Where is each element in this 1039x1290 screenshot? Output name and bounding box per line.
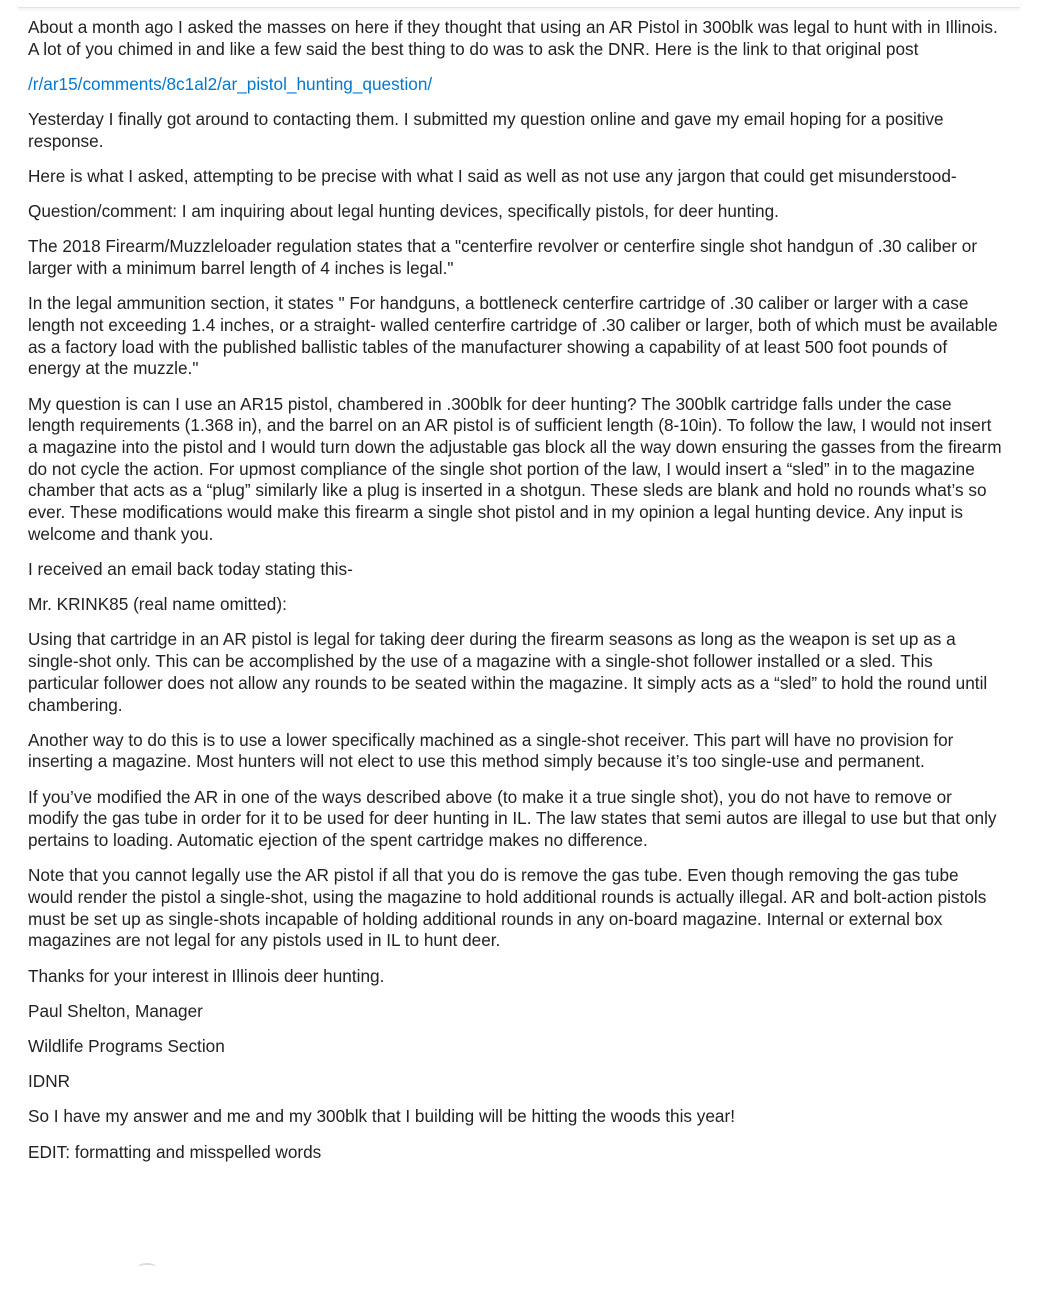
post-paragraph: Question/comment: I am inquiring about legal hunting devices, specifically pistols, for deer hunting.	[28, 201, 779, 222]
post-paragraph: Wildlife Programs Section	[28, 1036, 225, 1057]
post-paragraph: So I have my answer and me and my 300blk that I building will be hitting the woods this year!	[28, 1106, 735, 1127]
post-paragraph: EDIT: formatting and misspelled words	[28, 1141, 322, 1162]
post-paragraph: Another way to do this is to use a lower specifically machined as a single-shot receiver. This part will have no provision for inserting a magazine. Most hunters will not elect to use this method simply because it’s too single-use and permanent.	[28, 729, 954, 772]
post-paragraph: I received an email back today stating this-	[28, 559, 353, 580]
post-paragraph: Yesterday I finally got around to contacting them. I submitted my question online and gave my email hoping for a positive response.	[28, 109, 944, 151]
post-paragraph: In the legal ammunition section, it states " For handguns, a bottleneck centerfire cartridge of .30 caliber or larger with a case length not exceeding 1.4 inches, or a straight- walled centerfire cartridge of .30 caliber or larger, both of which must be available as a factory load with the published ballistic tables of the manufacturer showing a capability of at least 500 foot pounds of energy at the muzzle."	[28, 293, 998, 379]
original-post-link[interactable]: /r/ar15/comments/8c1al2/ar_pistol_hunting_question/	[28, 73, 433, 94]
post-paragraph: My question is can I use an AR15 pistol, chambered in .300blk for deer hunting? The 300blk cartridge falls under the case length requirements (1.368 in), and the barrel on an AR pistol is of sufficient length (8-10in). To follow the law, I would not insert a magazine into the pistol and I would turn down the adjustable gas block all the way down ensuring the gasses from the firearm do not cycle the action. For upmost compliance of the single shot portion of the law, I would insert a “sled” in to the magazine chamber that acts as a “plug” similarly like a plug is inserted in a shotgun. These sleds are blank and hold no rounds what’s so ever. These modifications would make this firearm a single shot pistol and in my opinion a legal hunting device. Any input is welcome and thank you.	[28, 393, 1002, 544]
post-paragraph: Here is what I asked, attempting to be precise with what I said as well as not use any jargon that could get misunderstood-	[28, 166, 957, 187]
post-paragraph: If you’ve modified the AR in one of the ways described above (to make it a true single shot), you do not have to remove or modify the gas tube in order for it to be used for deer hunting in IL. The law states that semi autos are illegal to use but that only pertains to loading. Automatic ejection of the spent cartridge makes no difference.	[28, 786, 997, 851]
header-divider	[18, 0, 1020, 8]
original-post-link-line	[28, 74, 1003, 96]
post-paragraph: Using that cartridge in an AR pistol is legal for taking deer during the firearm seasons as long as the weapon is set up as a single-shot only. This can be accomplished by the use of a magazine with a single-shot follower installed or a sled. This particular follower does not allow any rounds to be seated within the magazine. It simply acts as a “sled” to hold the round until chambering.	[28, 629, 988, 715]
post-paragraph: Thanks for your interest in Illinois deer hunting.	[28, 965, 385, 986]
loading-spinner-icon	[138, 1263, 156, 1271]
post-paragraph: Note that you cannot legally use the AR pistol if all that you do is remove the gas tube. Even though removing the gas tube would render the pistol a single-shot, using the magazine to hold additional rounds is actually illegal. AR and bolt-action pistols must be set up as single-shots incapable of holding additional rounds in any on-board magazine. Internal or external box magazines are not legal for any pistols used in IL to hunt deer.	[28, 865, 987, 951]
post-body	[28, 17, 1003, 1177]
post-paragraph: Paul Shelton, Manager	[28, 1000, 203, 1021]
post-paragraph: About a month ago I asked the masses on here if they thought that using an AR Pistol in 300blk was legal to hunt with in Illinois. A lot of you chimed in and like a few said the best thing to do was to ask the DNR. Here is the link to that original post	[28, 17, 998, 59]
post-paragraph: IDNR	[28, 1071, 71, 1092]
post-paragraph: The 2018 Firearm/Muzzleloader regulation states that a "centerfire revolver or centerfire single shot handgun of .30 caliber or larger with a minimum barrel length of 4 inches is legal."	[28, 236, 978, 279]
post-paragraph: Mr. KRINK85 (real name omitted):	[28, 594, 287, 615]
